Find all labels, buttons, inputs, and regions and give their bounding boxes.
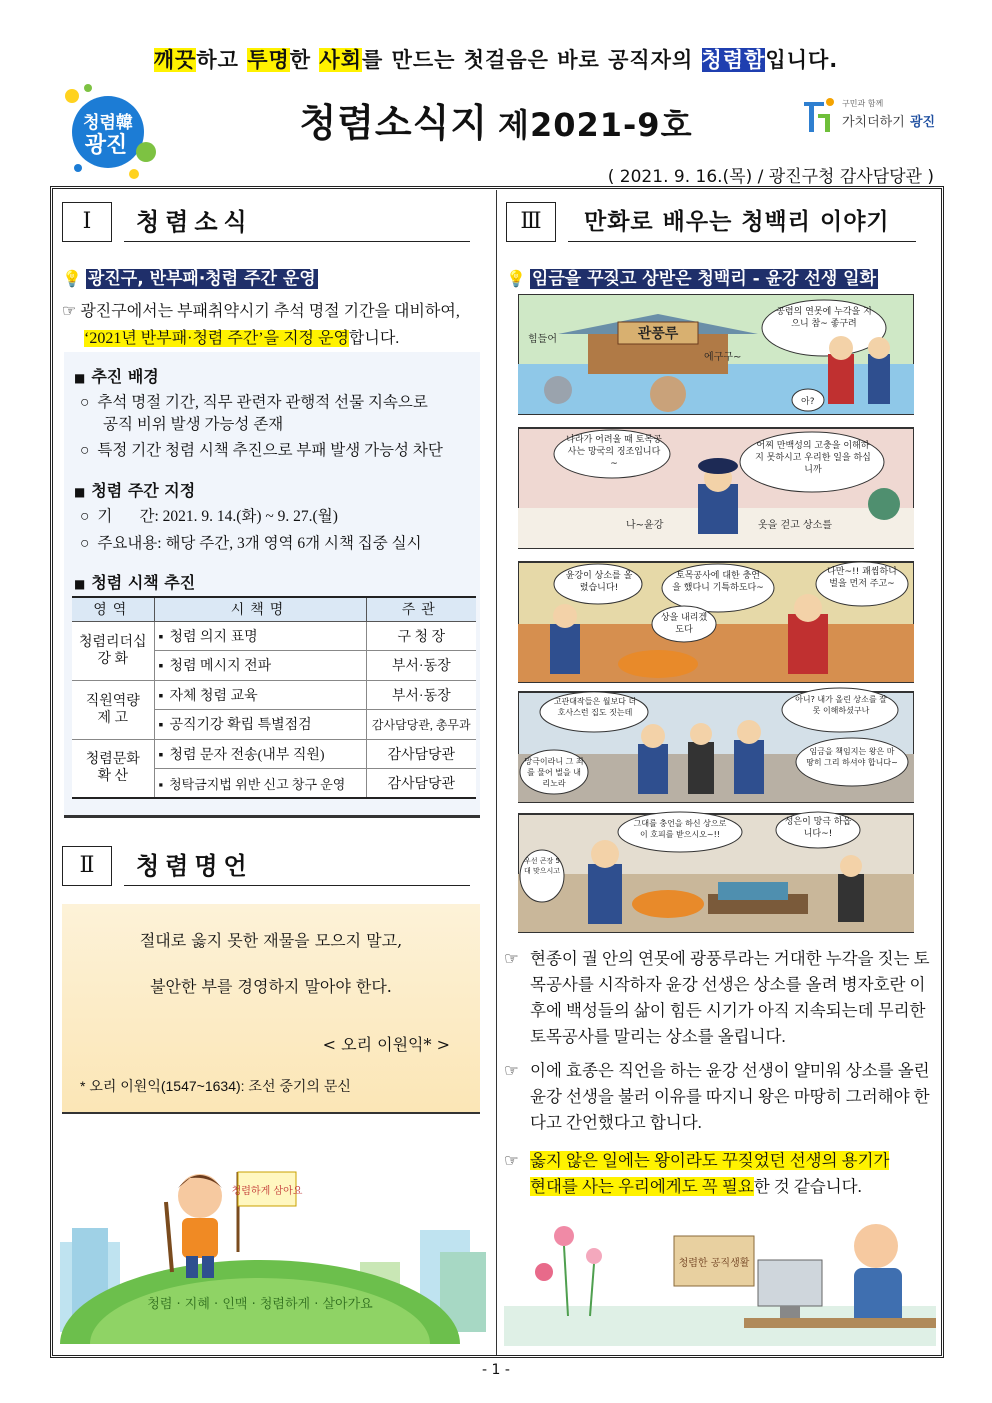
comic-panel-2 xyxy=(518,428,914,548)
owner-cell: 부서·동장 xyxy=(366,680,476,710)
square-bullet-icon: ■ xyxy=(74,485,86,499)
office-illustration xyxy=(504,1196,936,1346)
comic-text: 공렴의 연못에 누각을 지으니 참~ 좋구려 xyxy=(776,307,872,329)
comic-text: 에구구~ xyxy=(704,352,742,363)
slogan-part: 투명 xyxy=(247,48,290,72)
policy-panel xyxy=(64,352,480,818)
section-title: 만화로 배우는 청백리 이야기 xyxy=(568,202,916,242)
quote-box xyxy=(62,904,480,1114)
comic-text: 성은이 망극 하옵니다~! xyxy=(784,817,852,839)
circle-bullet-icon: ○ xyxy=(80,508,90,525)
slogan-part: 청렴함 xyxy=(701,48,766,72)
action-cell: ▪ 청렴 의지 표명 xyxy=(154,621,366,651)
comic-text: 그대를 충언을 하신 상으로 이 호피를 받으시오~!! xyxy=(633,819,727,839)
page-number: - 1 - xyxy=(482,1362,510,1378)
action-cell: ▪ 자체 청렴 교육 xyxy=(154,680,366,710)
item-text: 특정 기간 청렴 시책 추진으로 부패 발생 가능성 차단 xyxy=(97,442,443,459)
issue-number: 제2021-9호 xyxy=(498,106,693,144)
comic-strip xyxy=(518,294,914,938)
square-bullet-icon: ■ xyxy=(74,371,86,385)
owner-cell: 감사담당관 xyxy=(366,739,476,769)
gwangjin-logo xyxy=(800,92,940,138)
table-header: 주관 xyxy=(366,597,476,621)
section-title: 청렴명언 xyxy=(124,846,470,886)
quote-author: < 오리 이원익* > xyxy=(322,1035,450,1054)
hand-pointer-icon: ☞ xyxy=(504,1151,519,1170)
title-text: 청렴소식지 xyxy=(299,101,489,145)
item-text: 기 간: 2021. 9. 14.(화) ~ 9. 27.(월) xyxy=(97,508,338,525)
list-item xyxy=(80,392,428,436)
section-2-heading xyxy=(62,846,470,886)
story-highlight: 현대를 사는 우리에게도 꼭 필요 xyxy=(530,1177,754,1196)
comic-text: 윤강이 상소를 올렸습니다! xyxy=(565,571,633,593)
circle-bullet-icon: ○ xyxy=(80,394,90,411)
area-cell: 청렴문화 확 산 xyxy=(72,739,154,798)
comic-text: 토목공사에 대한 충언을 했다니 기특하도다~ xyxy=(672,571,764,593)
comic-panel-3 xyxy=(518,562,914,682)
topic-text: 광진구, 반부패·청렴 주간 운영 xyxy=(87,269,316,289)
comic-text: 아? xyxy=(801,397,815,407)
table-row xyxy=(72,680,476,710)
story-paragraph-3 xyxy=(504,1148,934,1200)
bulb-icon: 💡 xyxy=(506,269,526,288)
topic-text: 임금을 꾸짖고 상받은 청백리 - 윤강 선생 일화 xyxy=(531,269,877,289)
sub-heading-text: 청렴 시책 추진 xyxy=(91,573,196,592)
slogan-part: 를 만드는 첫걸음은 바로 공직자의 xyxy=(361,48,702,72)
comic-text: 상을 내리겠도다 xyxy=(660,613,708,635)
logo-small-text: 구민과 함께 xyxy=(842,99,884,108)
slogan xyxy=(0,44,992,74)
story-text: 현종이 궐 안의 연못에 광풍루라는 거대한 누각을 짓는 토목공사를 시작하자 윤강 선생은 상소를 올려 병자호란 이후에 백성들의 삶이 힘든 시기가 아직 지속되는데 무리한 토목공사를 말리는 상소를 올립니다. xyxy=(530,949,930,1046)
sign-text: 청렴한 공직생활 xyxy=(678,1258,750,1269)
owner-cell: 부서·동장 xyxy=(366,651,476,681)
comic-text: 나라가 어려울 때 토목공사는 망국의 징조입니다~ xyxy=(566,435,662,469)
intro-text: 합니다. xyxy=(348,330,400,347)
topic-heading xyxy=(62,264,318,289)
slogan-part: 한 xyxy=(289,48,320,72)
slogan-part: 하고 xyxy=(196,48,248,72)
slogan-part: 깨끗 xyxy=(153,48,197,72)
item-text: 추석 명절 기간, 직무 관련자 관행적 선물 지속으로 xyxy=(97,394,428,411)
roman-numeral: Ⅰ xyxy=(62,202,112,242)
comic-panel-4 xyxy=(518,688,914,802)
table-header: 영역 xyxy=(72,597,154,621)
roman-numeral: Ⅲ xyxy=(506,202,556,242)
action-cell: ▪ 공직기강 확립 특별점검 xyxy=(154,710,366,740)
item-text: 공직 비위 발생 가능성 존재 xyxy=(103,416,284,433)
bulb-icon: 💡 xyxy=(62,269,82,288)
hill-text: 청렴 · 지혜 · 인맥 · 청렴하게 · 살아가요 xyxy=(147,1297,373,1312)
comic-text: 고관대작들은 월보다 더 호사스런 집도 짓는데 xyxy=(553,697,637,717)
quote-line: 절대로 옳지 못한 재물을 모으지 말고, xyxy=(139,931,403,950)
sub-heading xyxy=(74,570,195,593)
owner-cell: 구 청 장 xyxy=(366,621,476,651)
column-divider xyxy=(496,190,497,1355)
comic-panel-1 xyxy=(518,294,914,414)
date-line: ( 2021. 9. 16.(목) / 광진구청 감사담당관 ) xyxy=(607,167,934,187)
section-title: 청렴소식 xyxy=(124,202,470,242)
sub-heading xyxy=(74,478,195,501)
comic-text: 옷을 걷고 상소를 xyxy=(758,520,832,531)
comic-text: 나~윤강 xyxy=(626,520,664,531)
quote-line: 불안한 부를 경영하지 말아야 한다. xyxy=(150,977,392,996)
logo-text: 광진 xyxy=(910,115,936,130)
action-cell: ▪ 청렴 메시지 전파 xyxy=(154,651,366,681)
section-1-heading xyxy=(62,202,470,242)
logo-text: 청렴韓 xyxy=(83,113,133,133)
hand-pointer-icon: ☞ xyxy=(504,1061,519,1080)
story-text: 이에 효종은 직언을 하는 윤강 선생이 얄미워 상소를 올린 윤강 선생을 불러 이유를 따지니 왕은 마땅히 그러해야 한다고 간언했다고 합니다. xyxy=(530,1061,930,1132)
action-cell: ▪ 청렴 문자 전송(내부 직원) xyxy=(154,739,366,769)
integrity-illustration xyxy=(60,1132,490,1344)
area-cell: 직원역량 제 고 xyxy=(72,680,154,739)
square-bullet-icon: ■ xyxy=(74,577,86,591)
comic-text: 임금을 책임지는 왕은 마땅히 그리 하셔야 합니다~ xyxy=(806,747,898,767)
quote-note: * 오리 이원익(1547~1634): 조선 중기의 문신 xyxy=(80,1078,351,1094)
table-row xyxy=(72,739,476,769)
item-text: 주요내용: 해당 주간, 3개 영역 6개 시책 집중 실시 xyxy=(97,535,422,552)
slogan-part: 사회 xyxy=(319,48,362,72)
area-cell: 청렴리더십 강 화 xyxy=(72,621,154,680)
comic-text: 우선 곤장 5대 맞으시고 xyxy=(523,857,561,875)
policy-table xyxy=(72,596,476,799)
table-header: 시책명 xyxy=(154,597,366,621)
list-item xyxy=(80,506,338,528)
story-highlight: 옳지 않은 일에는 왕이라도 꾸짖었던 선생의 용기가 xyxy=(530,1151,890,1170)
comic-text: 어찌 만백성의 고충을 이해하지 못하시고 우리한 일을 하십니까 xyxy=(755,441,871,475)
logo-text: 광진 xyxy=(84,133,128,158)
table-row xyxy=(72,621,476,651)
comic-text: 다만~!! 괘씸하니 벌을 먼저 주고~ xyxy=(827,567,897,589)
sub-heading xyxy=(74,364,159,387)
circle-bullet-icon: ○ xyxy=(80,442,90,459)
comic-text: 관풍루 xyxy=(637,326,679,342)
intro-highlight: ‘2021년 반부패·청렴 주간’을 지정 운영 xyxy=(84,330,349,347)
logo-text: 가치더하기 xyxy=(842,115,905,130)
owner-cell: 감사담당관 xyxy=(366,769,476,799)
slogan-part: 입니다. xyxy=(765,48,839,72)
story-text: 한 것 같습니다. xyxy=(753,1177,862,1196)
sub-heading-text: 청렴 주간 지정 xyxy=(91,481,196,500)
list-item xyxy=(80,533,422,555)
comic-panel-5 xyxy=(518,812,914,932)
story-paragraph-2 xyxy=(504,1058,934,1136)
comic-text: 아니? 내가 올린 상소를 잘못 이해하셨구나 xyxy=(795,695,887,715)
hand-pointer-icon: ☞ xyxy=(62,303,77,320)
comic-text: 힘들어 xyxy=(528,334,557,345)
story-paragraph-1 xyxy=(504,946,934,1050)
intro-paragraph xyxy=(62,298,490,352)
intro-text: 광진구에서는 부패취약시기 추석 명절 기간을 대비하여, xyxy=(80,303,460,320)
flag-text: 청렴하게 삼아요 xyxy=(231,1186,303,1197)
action-cell: ▪ 청탁금지법 위반 신고 창구 운영 xyxy=(154,769,366,799)
sub-heading-text: 추진 배경 xyxy=(91,367,159,386)
roman-numeral: Ⅱ xyxy=(62,846,112,886)
list-item xyxy=(80,440,443,462)
topic-heading xyxy=(506,264,878,289)
comic-text: 망극이라니 그 죄를 물어 벌을 내리노라 xyxy=(524,757,584,788)
hand-pointer-icon: ☞ xyxy=(504,949,519,968)
section-3-heading xyxy=(506,202,916,242)
circle-bullet-icon: ○ xyxy=(80,535,90,552)
owner-cell: 감사담당관, 총무과 xyxy=(366,710,476,740)
